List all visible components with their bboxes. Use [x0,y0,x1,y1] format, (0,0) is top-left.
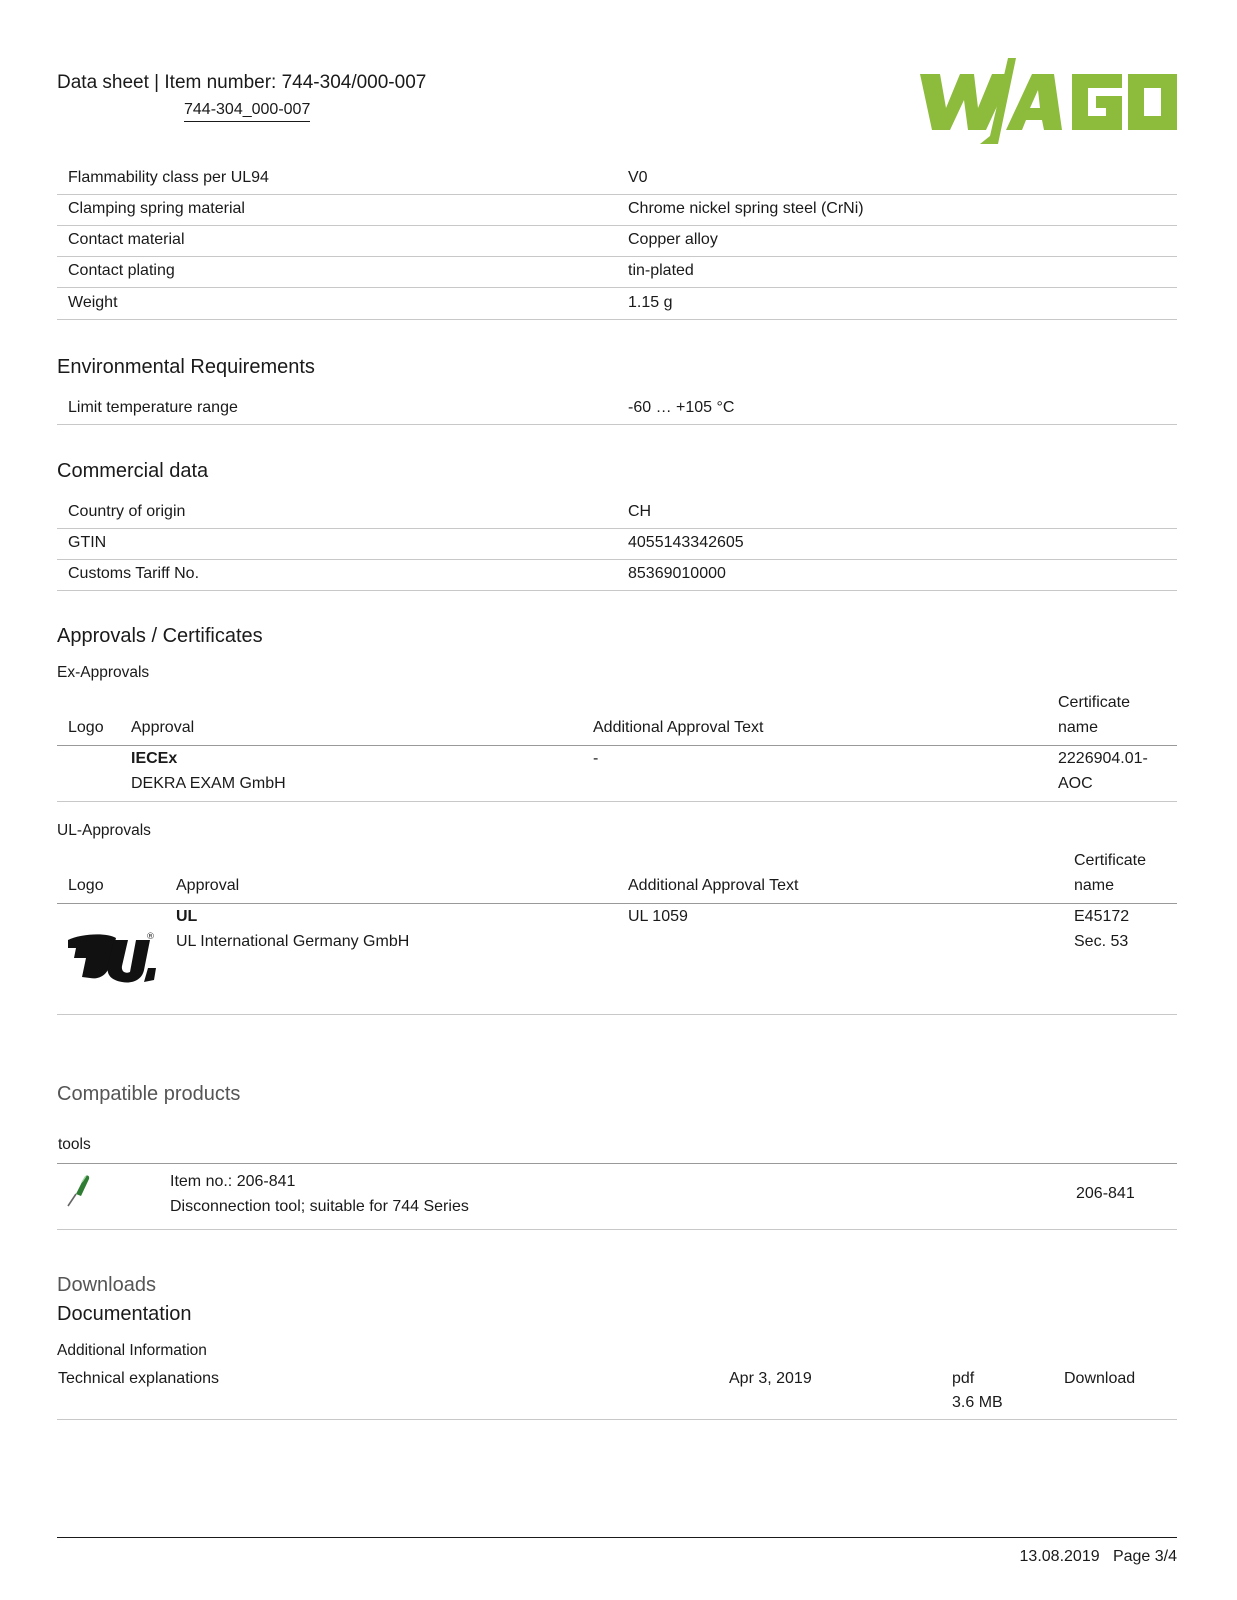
download-date: Apr 3, 2019 [729,1370,812,1387]
ex-cert-name: 2226904.01- [1058,750,1148,767]
ul-header-logo: Logo [68,877,104,894]
ul-approvals-title: UL-Approvals [57,822,151,839]
ul-approval-name: UL [176,908,198,925]
document-title: Data sheet | Item number: 744-304/000-007 [57,72,427,93]
section-title-environmental: Environmental Requirements [57,356,315,378]
download-name: Technical explanations [58,1370,219,1387]
screwdriver-icon [64,1172,92,1208]
row-value: 4055143342605 [628,534,744,551]
divider [57,1014,1177,1015]
compatible-item-desc: Disconnection tool; suitable for 744 Series [170,1198,469,1215]
divider [57,745,1177,746]
divider [57,1419,1177,1420]
row-value: 85369010000 [628,565,726,582]
ex-header-cert1: Certificate [1058,694,1131,711]
table-row [57,497,1177,529]
table-row [57,225,1177,257]
wago-logo-icon [920,58,1177,144]
table-row [57,393,1177,425]
section-title-commercial: Commercial data [57,460,209,482]
table-row [57,194,1177,226]
ul-additional-text: UL 1059 [628,908,688,925]
ex-approval-org: DEKRA EXAM GmbH [131,775,286,792]
ex-approvals-title: Ex-Approvals [57,664,150,681]
section-title-compatible: Compatible products [57,1083,241,1105]
ul-approval-org: UL International Germany GmbH [176,933,410,950]
ex-header-additional: Additional Approval Text [593,719,764,736]
row-label: Flammability class per UL94 [68,169,269,186]
ex-header-logo: Logo [68,719,104,736]
divider [57,1229,1177,1230]
ex-header-approval: Approval [131,719,195,736]
divider [57,801,1177,802]
row-label: Limit temperature range [68,399,238,416]
divider [57,1163,1177,1164]
row-value: CH [628,503,652,520]
ul-mark-icon [66,930,158,984]
ex-additional-text: - [593,750,599,767]
row-label: Contact plating [68,262,175,279]
compatible-item-number[interactable]: 206-841 [1076,1185,1135,1202]
row-value: 1.15 g [628,294,673,311]
row-label: Clamping spring material [68,200,245,217]
table-row [57,559,1177,591]
svg-text:®: ® [146,932,155,942]
compatible-item-title[interactable]: Item no.: 206-841 [170,1173,296,1190]
ul-header-additional: Additional Approval Text [628,877,799,894]
row-value: tin-plated [628,262,694,279]
row-label: Weight [68,294,118,311]
download-link[interactable]: Download [1064,1370,1136,1387]
table-row [57,288,1177,320]
section-title-approvals: Approvals / Certificates [57,625,263,647]
ex-approval-name: IECEx [131,750,178,767]
download-type: pdf [952,1370,975,1387]
row-value: Chrome nickel spring steel (CrNi) [628,200,864,217]
table-row [57,528,1177,560]
table-row [57,256,1177,288]
row-label: Country of origin [68,503,186,520]
ul-header-cert2: name [1074,877,1115,894]
row-value: -60 … +105 °C [628,399,735,416]
row-label: GTIN [68,534,107,551]
ex-cert-name-2: AOC [1058,775,1093,792]
item-link[interactable]: 744-304_000-007 [184,101,310,122]
row-value: V0 [628,169,648,186]
download-size: 3.6 MB [952,1394,1003,1411]
footer-divider [57,1537,1177,1538]
row-value: Copper alloy [628,231,718,248]
compatible-category: tools [58,1136,91,1153]
ul-header-approval: Approval [176,877,240,894]
row-label: Contact material [68,231,185,248]
row-label: Customs Tariff No. [68,565,200,582]
ul-cert-name: E45172 [1074,908,1130,925]
page-footer: 13.08.2019 Page 3/4 [1019,1548,1177,1565]
section-title-documentation: Documentation [57,1303,192,1325]
divider [57,903,1177,904]
section-title-downloads: Downloads [57,1274,156,1296]
table-row [57,163,1177,195]
downloads-group-title: Additional Information [57,1342,207,1359]
ul-cert-name-2: Sec. 53 [1074,933,1129,950]
ex-header-cert2: name [1058,719,1099,736]
ul-header-cert1: Certificate [1074,852,1147,869]
